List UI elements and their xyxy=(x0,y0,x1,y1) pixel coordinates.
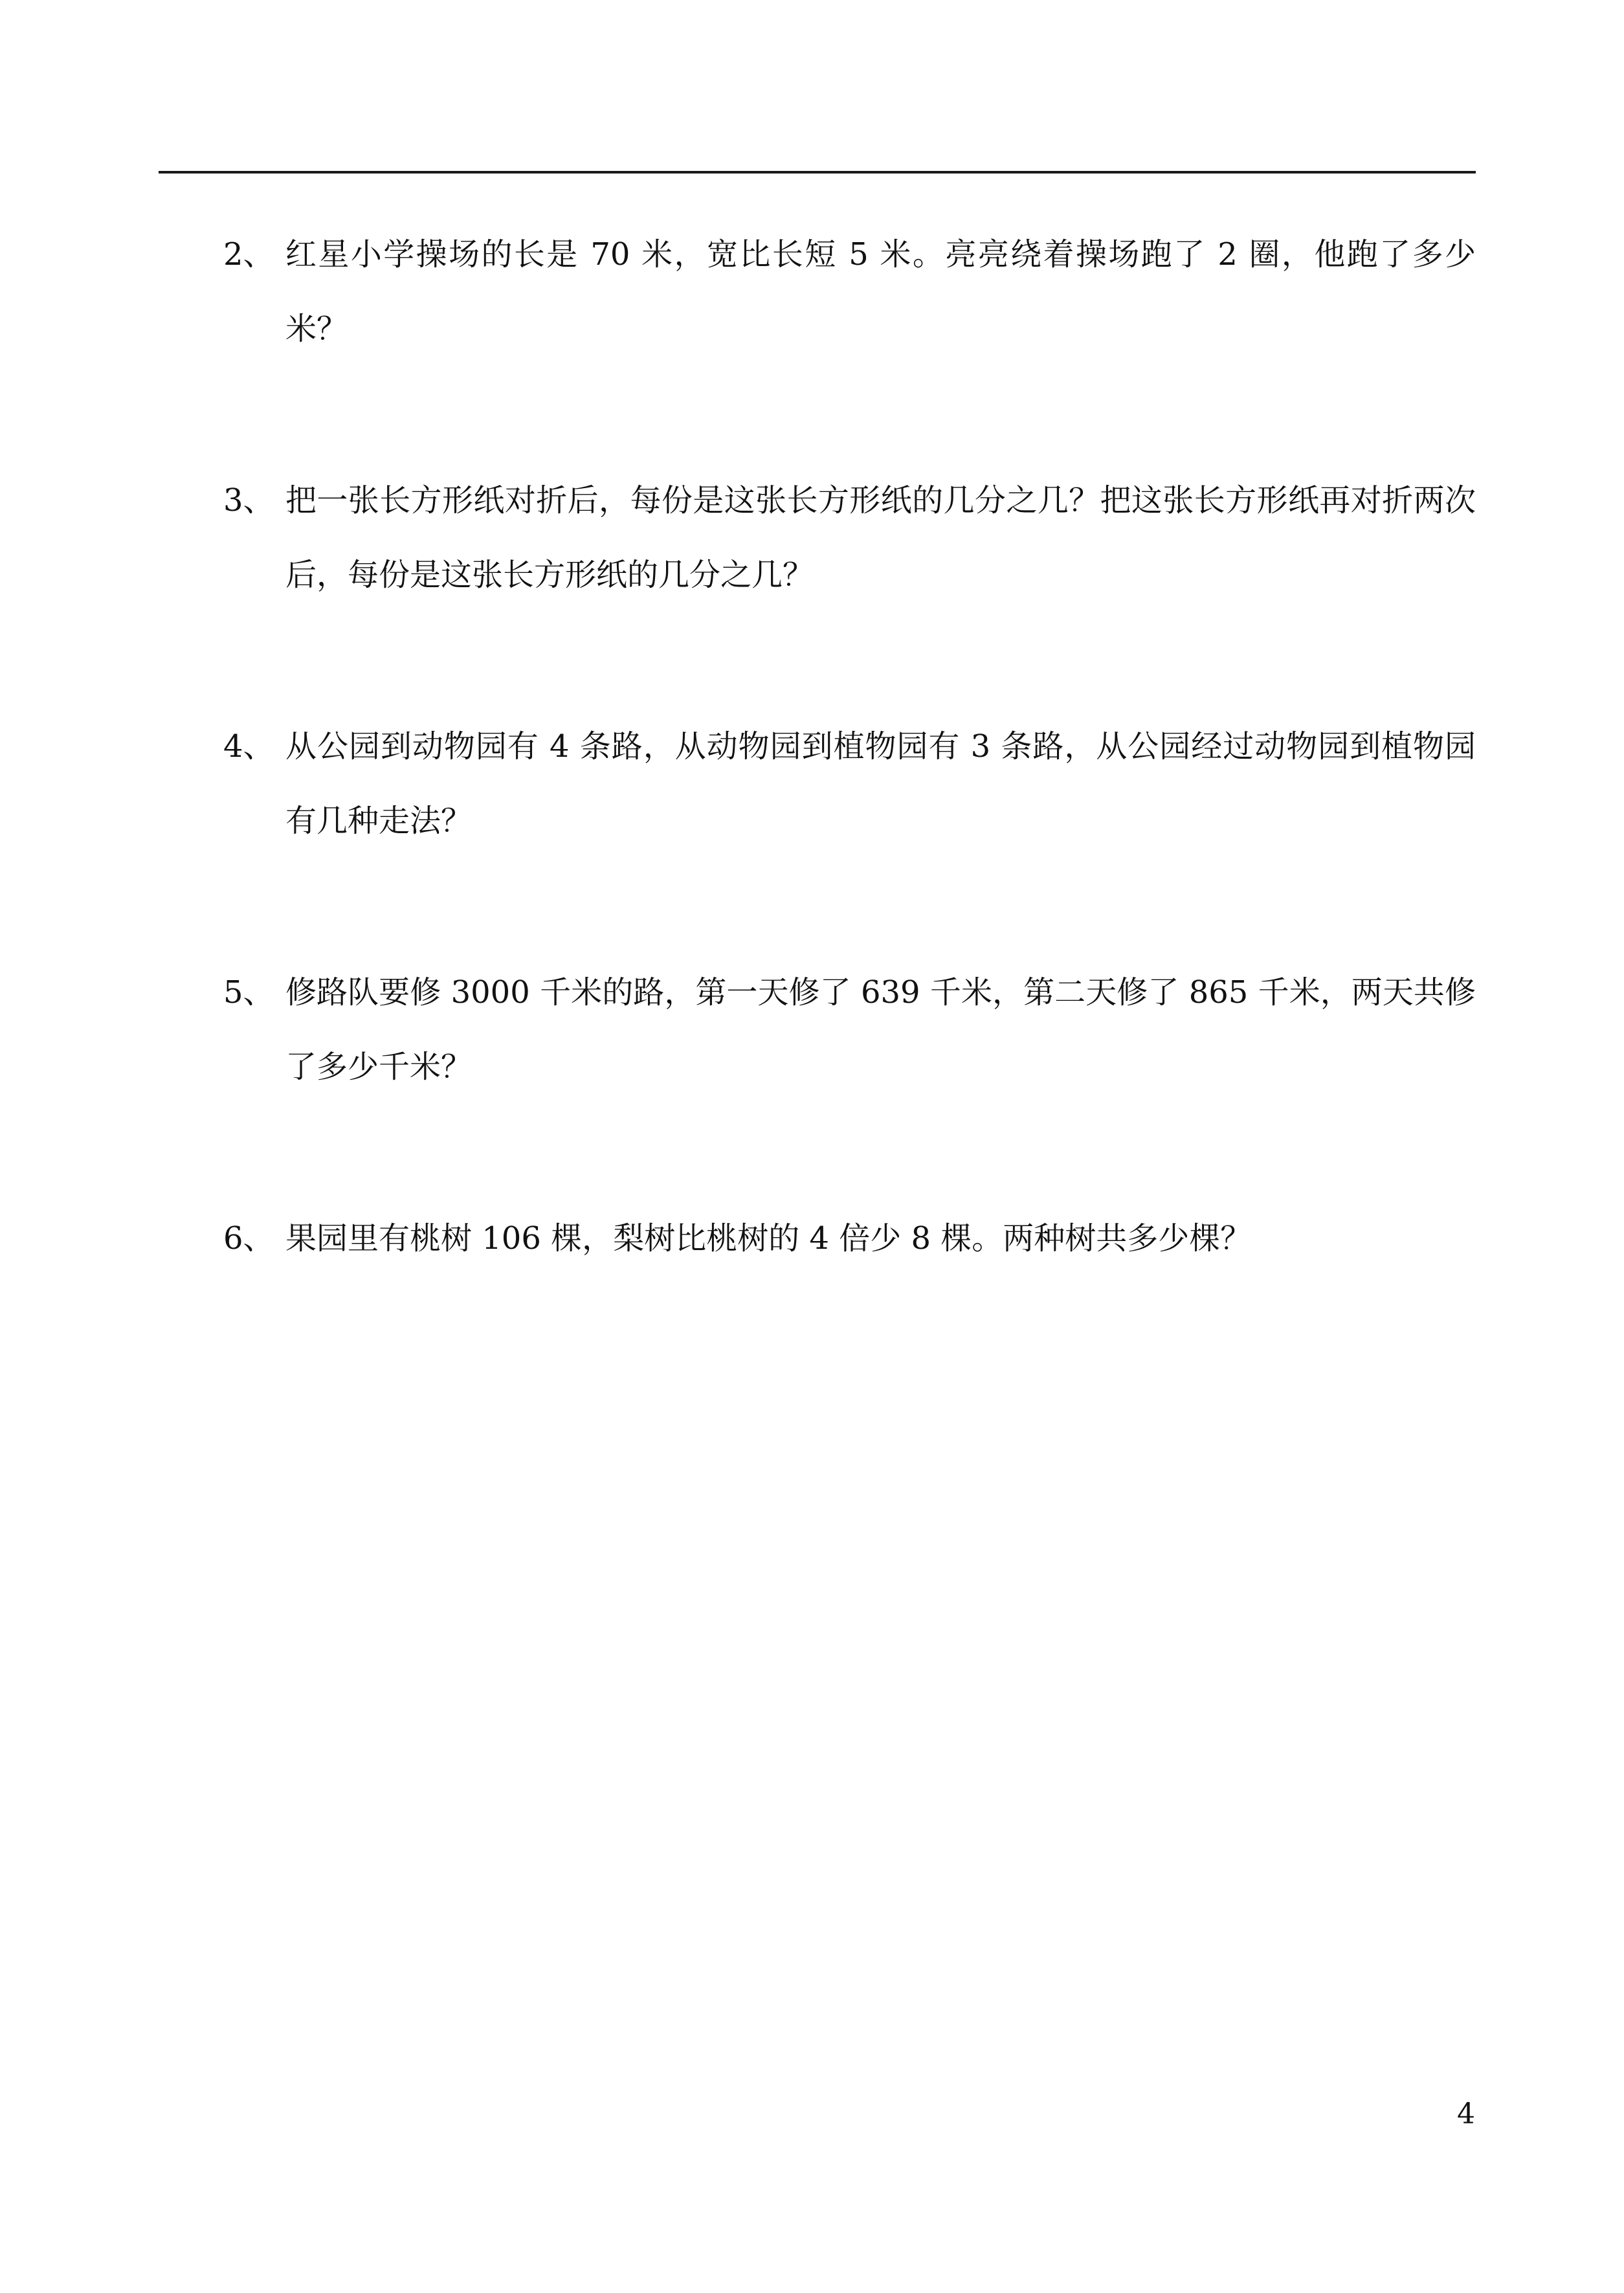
question-5 xyxy=(223,956,1476,1104)
page-number: 4 xyxy=(1457,2097,1475,2131)
question-number: 3、 xyxy=(223,482,274,519)
question-text: 把一张长方形纸对折后，每份是这张长方形纸的几分之几？把这张长方形纸再对折两次后，每份是这张长方形纸的几分之几？ xyxy=(285,482,1476,593)
question-6 xyxy=(223,1202,1476,1276)
question-text: 从公园到动物园有 4 条路，从动物园到植物园有 3 条路，从公园经过动物园到植物园有几种走法？ xyxy=(285,728,1476,839)
question-4 xyxy=(223,710,1476,858)
question-number: 4、 xyxy=(223,728,274,765)
question-text: 果园里有桃树 106 棵，梨树比桃树的 4 倍少 8 棵。两种树共多少棵？ xyxy=(285,1220,1252,1257)
question-3 xyxy=(223,464,1476,612)
question-text: 红星小学操场的长是 70 米，宽比长短 5 米。亮亮绕着操场跑了 2 圈，他跑了多少米？ xyxy=(285,236,1476,347)
question-2 xyxy=(223,218,1476,366)
question-number: 5、 xyxy=(223,974,274,1011)
question-text: 修路队要修 3000 千米的路，第一天修了 639 千米，第二天修了 865 千米，两天共修了多少千米？ xyxy=(285,974,1476,1085)
question-number: 6、 xyxy=(223,1220,274,1257)
header-rule xyxy=(159,171,1476,173)
question-number: 2、 xyxy=(223,236,274,273)
